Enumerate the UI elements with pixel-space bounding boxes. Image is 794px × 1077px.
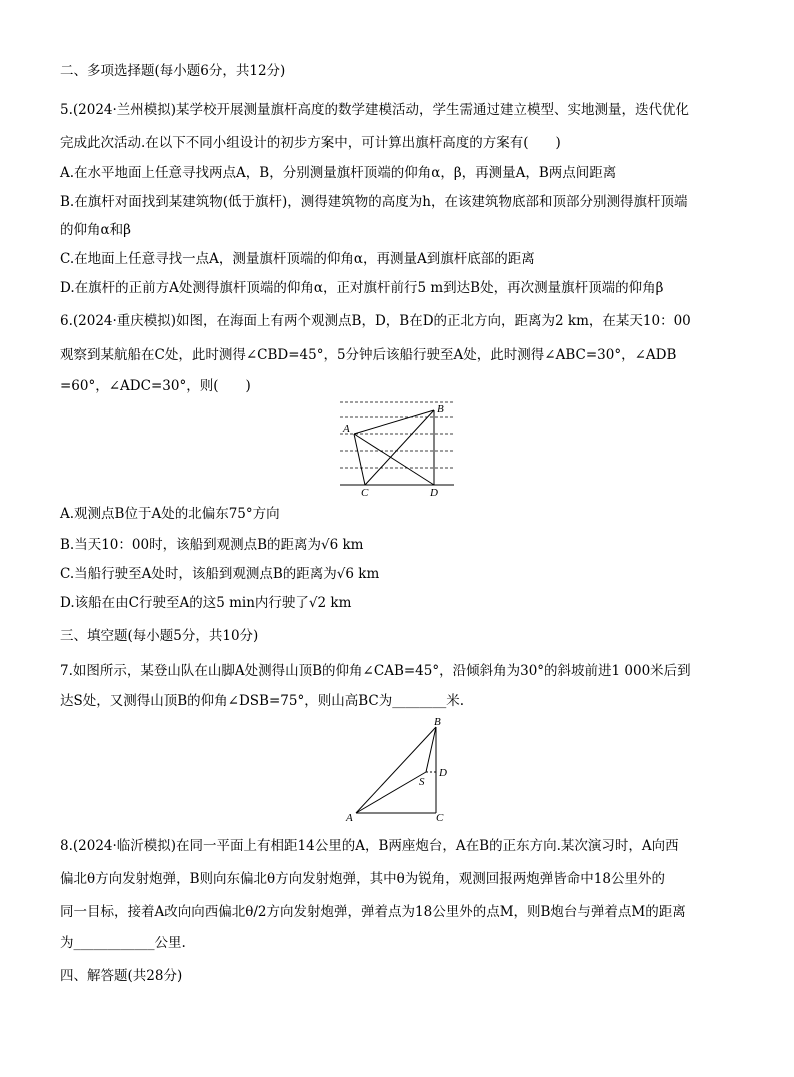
q7-stem-line2: 达S处，又测得山顶B的仰角∠DSB=75°，则山高BC为________米. [60,693,465,709]
q6-figure-label-d: D [430,487,438,499]
q7-figure-label-s: S [419,776,425,788]
q6-figure-label-c: C [361,487,369,499]
q6-figure-label-a: A [343,423,350,435]
q5-option-c: C.在地面上任意寻找一点A，测量旗杆顶端的仰角α，再测量A到旗杆底部的距离 [60,251,535,267]
section-heading-solutions: 四、解答题(共28分) [60,968,183,984]
q5-stem-line2: 完成此次活动.在以下不同小组设计的初步方案中，可计算出旗杆高度的方案有( ) [60,135,561,151]
q6-figure [330,396,470,500]
q8-stem-line2: 偏北θ方向发射炮弹，B则向东偏北θ方向发射炮弹，其中θ为锐角，观测回报两炮弹皆命中18公里外的 [60,871,665,887]
q7-figure-label-c: C [436,812,444,824]
q6-option-d: D.该船在由C行驶至A的这5 min内行驶了√2 km [60,595,352,611]
q7-figure [340,715,460,825]
q6-option-b: B.当天10：00时，该船到观测点B的距离为√6 km [60,537,364,553]
q5-stem-line1: 5.(2024·兰州模拟)某学校开展测量旗杆高度的数学建模活动，学生需通过建立模型、实地测量，迭代优化 [60,102,690,118]
q7-stem-line1: 7.如图所示，某登山队在山脚A处测得山顶B的仰角∠CAB=45°，沿倾斜角为30°的斜坡前进1 000米后到 [60,663,691,679]
q7-figure-label-a: A [346,812,353,824]
q8-stem-line1: 8.(2024·临沂模拟)在同一平面上有相距14公里的A，B两座炮台，A在B的正东方向.某次演习时，A向西 [60,838,679,854]
section-heading-multiple-choice: 二、多项选择题(每小题6分，共12分) [60,63,286,79]
q6-stem-line1: 6.(2024·重庆模拟)如图，在海面上有两个观测点B，D，B在D的正北方向，距离为2 km，在某天10：00 [60,313,691,329]
q5-option-a: A.在水平地面上任意寻找两点A，B，分别测量旗杆顶端的仰角α，β，再测量A，B两点间距离 [60,165,617,181]
q6-stem-line2: 观察到某航船在C处，此时测得∠CBD=45°，5分钟后该船行驶至A处，此时测得∠ABC=30°，∠ADB [60,347,677,363]
q5-option-b-line1: B.在旗杆对面找到某建筑物(低于旗杆)，测得建筑物的高度为h，在该建筑物底部和顶部分别测得旗杆顶端 [60,194,688,210]
q6-option-c: C.当船行驶至A处时，该船到观测点B的距离为√6 km [60,566,380,582]
q7-figure-label-d: D [439,767,447,779]
q8-stem-line4: 为____________公里. [60,935,186,951]
q5-option-d: D.在旗杆的正前方A处测得旗杆顶端的仰角α，正对旗杆前行5 m到达B处，再次测量旗杆顶端的仰角β [60,280,664,296]
q8-stem-line3: 同一目标，接着A改向向西偏北θ/2方向发射炮弹，弹着点为18公里外的点M，则B炮台与弹着点M的距离 [60,904,686,920]
q5-option-b-line2: 的仰角α和β [60,222,131,238]
q6-figure-label-b: B [437,403,444,415]
q6-stem-line3: =60°，∠ADC=30°，则( ) [60,378,251,394]
section-heading-fill-in: 三、填空题(每小题5分，共10分) [60,628,259,644]
q7-figure-label-b: B [434,716,441,728]
q6-option-a: A.观测点B位于A处的北偏东75°方向 [60,506,280,522]
